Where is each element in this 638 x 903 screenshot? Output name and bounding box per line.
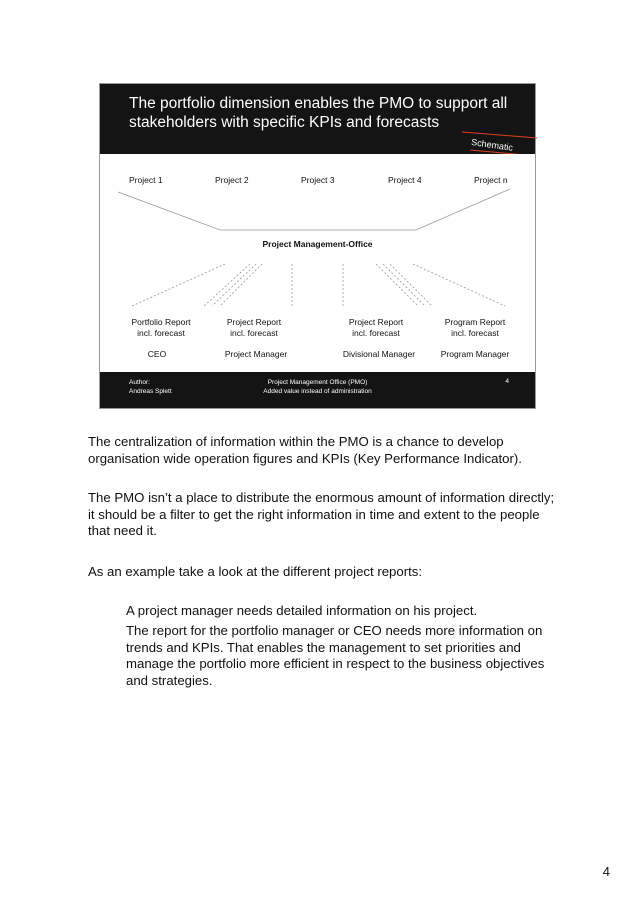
paragraph-example: As an example take a look at the different project reports:: [88, 564, 423, 579]
slide-footer: [100, 372, 535, 408]
paragraph-filter: The PMO isn’t a place to distribute the enormous amount of information directly; it should be a filter to get the right information in time and extent to the people that need it.: [88, 490, 555, 538]
footer-page-number: 4: [505, 378, 509, 385]
project-label-3: Project 3: [301, 175, 335, 185]
report-title: Portfolio Report: [131, 317, 191, 327]
report-title: Project Report: [348, 317, 404, 327]
report-subtitle: incl. forecast: [230, 328, 278, 338]
paragraph-project-manager: A project manager needs detailed information on his project.: [126, 603, 478, 618]
footer-author-name: Andreas Splett: [129, 388, 172, 395]
project-label-4: Project 4: [388, 175, 422, 185]
footer-author-label: Author:: [129, 379, 150, 386]
report-subtitle: incl. forecast: [352, 328, 400, 338]
footer-center-line1: Project Management Office (PMO): [267, 379, 368, 386]
footer-center: [100, 378, 535, 396]
paragraph-portfolio-manager: The report for the portfolio manager or CEO needs more information on trends and KPIs. That enables the management to set priorities and manage the portfolio more efficient in respect to the business objectives and strategies.: [126, 623, 545, 688]
paragraph-centralization: The centralization of information within the PMO is a chance to develop organisation wide operation figures and KPIs (Key Performance Indicator).: [88, 434, 522, 466]
role-program-manager: Program Manager: [440, 349, 510, 359]
role-project-manager: Project Manager: [224, 349, 288, 359]
schematic-label: Schematic: [470, 137, 514, 153]
report-project-2: [321, 317, 431, 339]
slide: [99, 83, 536, 409]
slide-title: The portfolio dimension enables the PMO to support all stakeholders with specific KPIs and forecasts: [129, 95, 508, 131]
report-program: [420, 317, 530, 339]
project-label-2: Project 2: [215, 175, 249, 185]
report-title: Project Report: [226, 317, 282, 327]
pmo-label: Project Management-Office: [262, 239, 373, 249]
project-label-n: Project n: [474, 175, 508, 185]
footer-center-line2: Added value instead of administration: [263, 388, 372, 395]
project-label-1: Project 1: [129, 175, 163, 185]
report-subtitle: incl. forecast: [451, 328, 499, 338]
role-ceo: CEO: [147, 349, 167, 359]
role-divisional-manager: Divisional Manager: [342, 349, 416, 359]
page-number: 4: [602, 864, 610, 879]
report-title: Program Report: [444, 317, 506, 327]
report-project-1: [199, 317, 309, 339]
report-subtitle: incl. forecast: [137, 328, 185, 338]
